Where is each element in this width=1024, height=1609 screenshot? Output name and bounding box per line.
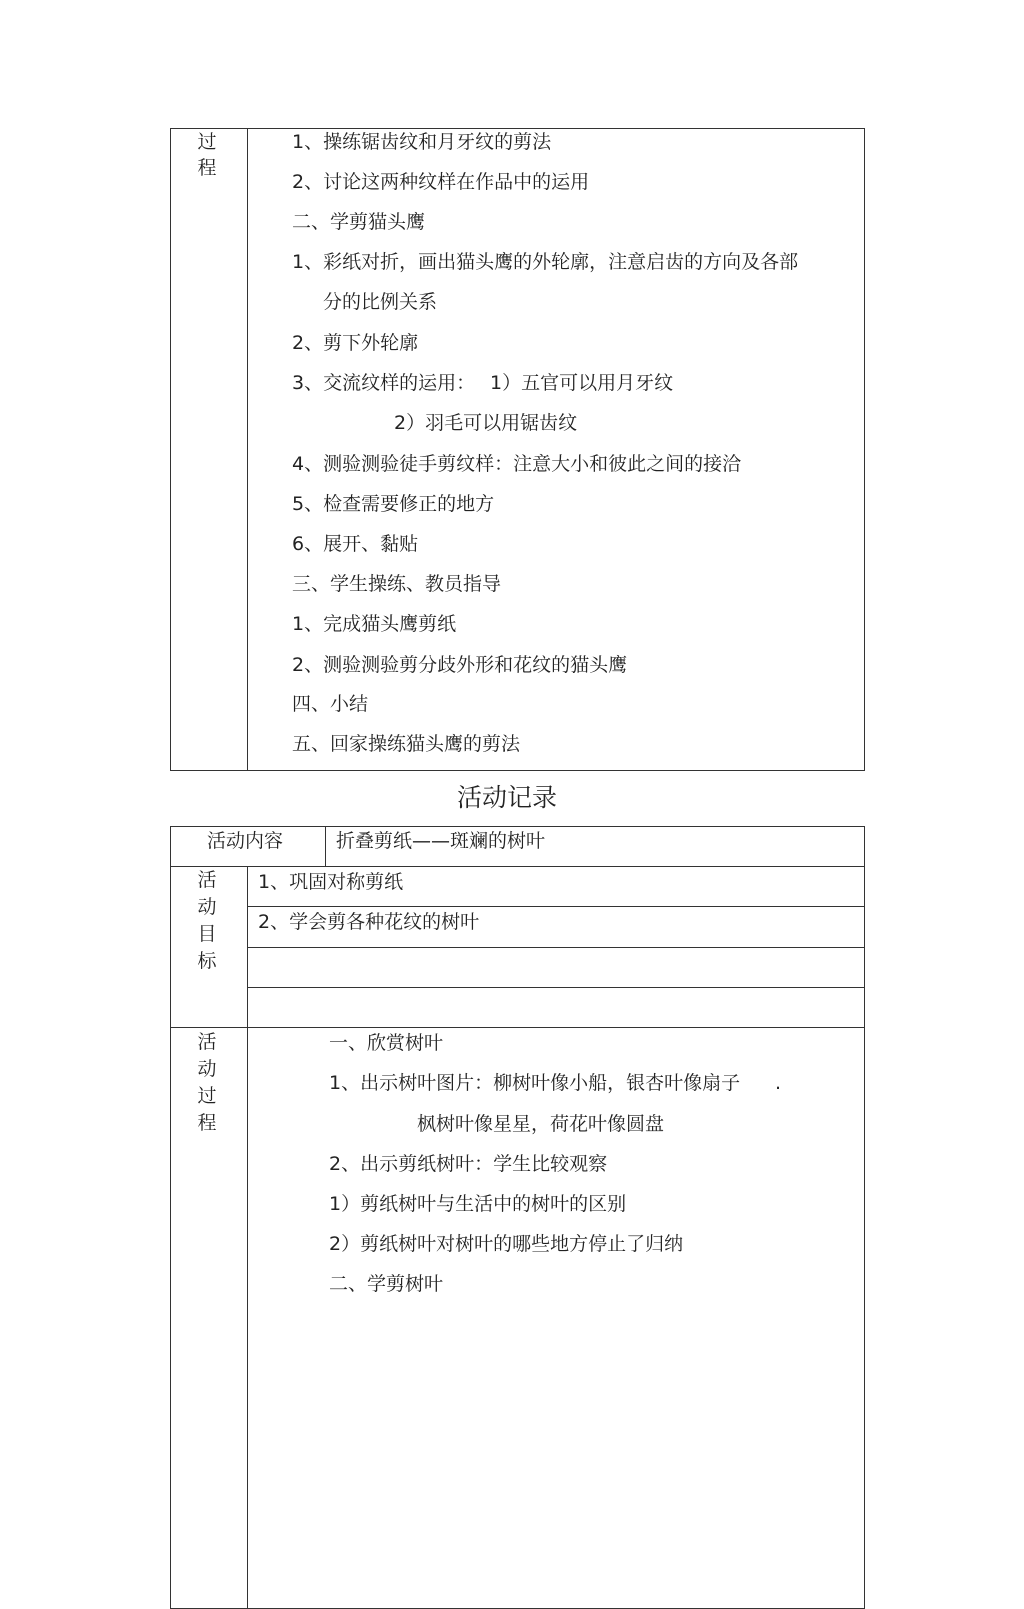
activity-record-table <box>170 826 865 1609</box>
row-line <box>247 906 865 907</box>
process-line: 1、操练锯齿纹和月牙纹的剪法 <box>292 131 552 153</box>
process-line: 二、学剪猫头鹰 <box>292 211 426 233</box>
process-line: 2、讨论这两种纹样在作品中的运用 <box>292 171 590 193</box>
process-line: 四、小结 <box>292 693 369 715</box>
process-line: 1、彩纸对折，画出猫头鹰的外轮廓，注意启齿的方向及各部 <box>292 251 799 273</box>
activity-line: 一、欣赏树叶 <box>329 1032 444 1054</box>
process-label-3: 过 <box>197 1085 217 1107</box>
process-line: 五、回家操练猫头鹰的剪法 <box>292 733 521 755</box>
activity-line: 2）剪纸树叶对树叶的哪些地方停止了归纳 <box>329 1233 684 1255</box>
process-label-1: 活 <box>197 1031 217 1053</box>
activity-line: 2、出示剪纸树叶：学生比较观察 <box>329 1153 608 1175</box>
process-side-label-2: 程 <box>197 157 217 179</box>
process-label-4: 程 <box>197 1112 217 1134</box>
process-line: 4、测验测验徒手剪纹样：注意大小和彼此之间的接洽 <box>292 453 742 475</box>
process-line: 三、学生操练、教员指导 <box>292 573 502 595</box>
process-line: 5、检查需要修正的地方 <box>292 493 495 515</box>
activity-line: 1、出示树叶图片：柳树叶像小船，银杏叶像扇子 <box>329 1072 741 1094</box>
goal-item: 1、巩固对称剪纸 <box>258 871 404 893</box>
process-line: 2、测验测验剪分歧外形和花纹的猫头鹰 <box>292 654 628 676</box>
content-row-divider <box>325 826 326 867</box>
activity-line: 枫树叶像星星，荷花叶像圆盘 <box>417 1113 665 1135</box>
process-line: 3、交流纹样的运用： <box>292 372 476 394</box>
activity-line: 二、学剪树叶 <box>329 1273 444 1295</box>
process-line: 2）羽毛可以用锯齿纹 <box>394 412 578 434</box>
goal-label-3: 目 <box>197 923 217 945</box>
row-line <box>170 1027 865 1028</box>
left-column-divider <box>247 866 248 1609</box>
goal-label-2: 动 <box>197 896 217 918</box>
row-line <box>247 947 865 948</box>
row-line <box>170 866 865 867</box>
process-line: 分的比例关系 <box>323 291 438 313</box>
process-line: 1）五官可以用月牙纹 <box>490 372 674 394</box>
process-line: 1、完成猫头鹰剪纸 <box>292 613 457 635</box>
content-label: 活动内容 <box>207 830 284 852</box>
process-label-2: 动 <box>197 1058 217 1080</box>
section-title: 活动记录 <box>457 783 558 812</box>
process-line: 2、剪下外轮廓 <box>292 332 419 354</box>
content-value: 折叠剪纸——斑斓的树叶 <box>336 830 546 852</box>
goal-label-4: 标 <box>197 950 217 972</box>
activity-line: 1）剪纸树叶与生活中的树叶的区别 <box>329 1193 627 1215</box>
goal-item: 2、学会剪各种花纹的树叶 <box>258 911 480 933</box>
goal-label-1: 活 <box>197 869 217 891</box>
activity-line: . <box>775 1072 782 1094</box>
process-table-divider <box>247 128 248 771</box>
process-side-label-1: 过 <box>197 131 217 153</box>
row-line <box>247 987 865 988</box>
process-line: 6、展开、黏贴 <box>292 533 419 555</box>
